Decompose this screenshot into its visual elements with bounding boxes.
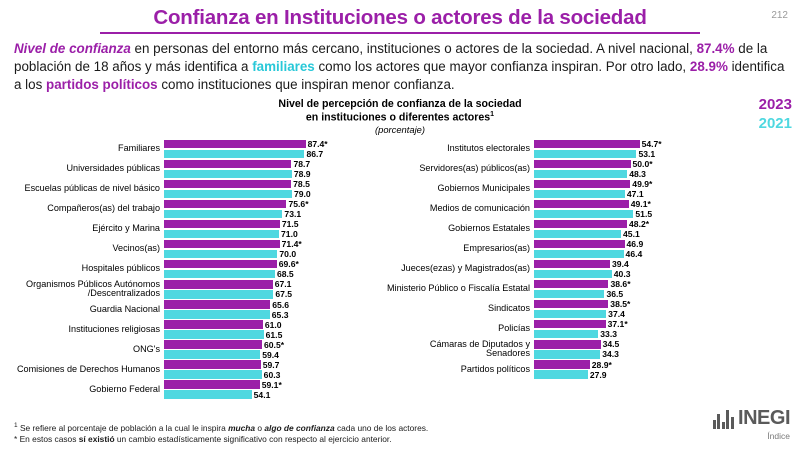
intro-text-1: en personas del entorno más cercano, instituciones o actores de la sociedad. A nivel nacional, <box>130 41 697 56</box>
bar-value-2023: 60.5* <box>264 339 285 350</box>
chart-row-label: Gobiernos Municipales <box>437 183 530 194</box>
chart-row-label: Universidades públicas <box>66 163 160 174</box>
bar-value-2021: 68.5 <box>276 268 294 279</box>
chart-header-line-1: Nivel de percepción de confianza de la sociedad <box>278 98 522 111</box>
footnote-2-b: sí existió <box>78 433 115 444</box>
bar-value-2021: 51.5 <box>635 208 653 219</box>
chart-row-bars <box>164 380 378 399</box>
chart-row-label: Familiares <box>118 143 160 154</box>
chart-row-label: Vecinos(as) <box>112 243 160 254</box>
bar-2021 <box>164 248 297 259</box>
chart-header-footnote-marker: 1 <box>490 111 495 119</box>
bar-value-2023: 38.5* <box>610 298 631 309</box>
bar-value-2023: 49.1* <box>630 198 651 209</box>
chart-row-bars <box>164 280 378 299</box>
chart-row <box>384 140 754 159</box>
bar-value-2023: 54.7* <box>641 138 662 149</box>
chart-row-label: Jueces(ezas) y Magistrados(as) <box>401 263 530 274</box>
bar-2021 <box>534 328 617 339</box>
bar-2023 <box>534 198 651 209</box>
chart-row <box>384 260 754 279</box>
bar-2021 <box>534 188 644 199</box>
chart-row-bars <box>164 220 378 239</box>
chart-row-label: Partidos políticos <box>460 363 530 374</box>
bar-2023 <box>164 138 328 149</box>
chart-row-label: Sindicatos <box>488 303 530 314</box>
chart-row-bars <box>534 300 754 319</box>
chart-row-label: Comisiones de Derechos Humanos <box>16 363 160 374</box>
chart-row <box>8 200 378 219</box>
bar-2023 <box>534 238 644 249</box>
chart-row-label: Gobierno Federal <box>89 383 160 394</box>
bar-value-2023: 38.6* <box>610 278 631 289</box>
chart-row <box>8 320 378 339</box>
chart-row-label: Escuelas públicas de nivel básico <box>24 183 160 194</box>
chart-row <box>384 160 754 179</box>
intro-stat-1: 87.4% <box>696 41 735 56</box>
bar-2023 <box>534 158 653 169</box>
bar-2021 <box>164 309 289 320</box>
chart-row-bars <box>164 200 378 219</box>
bar-value-2021: 37.4 <box>608 308 625 319</box>
intro-text-4: identifica a los <box>14 58 785 92</box>
bar-2021 <box>164 208 302 219</box>
page-number: 212 <box>771 10 788 21</box>
intro-text-5: como instituciones que inspiran menor confianza. <box>157 76 455 92</box>
footnote-1-c: o <box>255 422 265 433</box>
chart-row-label: Institutos electorales <box>447 143 530 154</box>
brand-index-link[interactable]: Índice <box>767 431 790 441</box>
bar-2021 <box>534 248 643 259</box>
chart-row-bars <box>164 240 378 259</box>
footnotes <box>14 422 428 445</box>
bar-2021 <box>534 288 624 299</box>
footnote-1 <box>14 422 428 434</box>
bar-value-2023: 34.5 <box>602 339 620 350</box>
inegi-brand <box>713 407 790 441</box>
bar-2023 <box>164 238 302 249</box>
chart-row-label: Medios de comunicación <box>429 203 530 214</box>
bar-2021 <box>164 389 271 400</box>
brand-name: INEGI <box>738 407 790 429</box>
bar-2021 <box>164 369 281 380</box>
bar-value-2021: 86.7 <box>306 148 324 159</box>
chart-row-label: Policías <box>498 323 530 334</box>
bar-2021 <box>164 289 293 300</box>
chart-row-bars <box>534 340 754 359</box>
intro-highlight-familiares: familiares <box>252 58 315 74</box>
bar-value-2023: 71.5 <box>281 218 299 229</box>
chart-row-bars <box>534 160 754 179</box>
chart-row-bars <box>534 320 754 339</box>
chart-row-label: Empresarios(as) <box>463 243 530 254</box>
footnote-2 <box>14 434 428 445</box>
bar-2023 <box>164 299 289 310</box>
bar-value-2021: 27.9 <box>589 369 607 380</box>
chart-row-label: Ejército y Marina <box>92 223 160 234</box>
chart-row-label: Cámaras de Diputados y Senadores <box>429 338 530 359</box>
bar-value-2023: 71.4* <box>281 238 302 249</box>
bar-value-2021: 70.0 <box>279 248 297 259</box>
bar-2023 <box>534 298 631 309</box>
footnote-2-c: un cambio estadísticamente significativo con respecto al ejercicio anterior. <box>114 433 392 444</box>
bar-value-2023: 65.6 <box>272 299 289 310</box>
bar-2021 <box>164 188 311 199</box>
chart-row <box>8 380 378 399</box>
bar-2021 <box>534 268 631 279</box>
bar-value-2023: 59.7 <box>262 359 280 370</box>
bar-value-2021: 48.3 <box>629 168 646 179</box>
bar-2021 <box>534 168 646 179</box>
bar-value-2021: 54.1 <box>253 389 271 400</box>
bar-value-2021: 33.3 <box>600 328 617 339</box>
bar-value-2021: 67.5 <box>275 289 293 300</box>
chart-row <box>384 320 754 339</box>
bar-value-2021: 59.4 <box>262 349 279 360</box>
chart-row-bars <box>164 360 378 379</box>
chart-row <box>384 280 754 299</box>
bar-value-2021: 73.1 <box>284 208 302 219</box>
footnote-1-d: algo de confianza <box>264 422 335 433</box>
bar-value-2021: 71.0 <box>281 228 298 239</box>
chart-row-label: Instituciones religiosas <box>68 323 160 334</box>
intro-paragraph <box>14 40 786 93</box>
bar-2021 <box>164 168 311 179</box>
chart-row-bars <box>164 160 378 179</box>
chart-row <box>8 220 378 239</box>
title-underline <box>100 32 700 34</box>
bar-2021 <box>534 148 656 159</box>
chart-row-label: Gobiernos Estatales <box>448 223 530 234</box>
bar-value-2021: 78.9 <box>293 168 311 179</box>
chart-row <box>384 360 754 379</box>
bar-value-2023: 46.9 <box>626 238 644 249</box>
footnote-1-a: Se refiere al porcentaje de población a la cual le inspira <box>17 422 229 433</box>
bar-value-2023: 28.9* <box>591 359 612 370</box>
bar-2021 <box>534 349 619 360</box>
chart-legend <box>759 96 792 134</box>
bar-value-2021: 53.1 <box>638 148 656 159</box>
chart-row-label: Ministerio Público o Fiscalía Estatal <box>386 283 530 294</box>
footnote-2-a: En estos casos <box>17 433 79 444</box>
chart-row <box>8 180 378 199</box>
bar-value-2021: 46.4 <box>625 248 643 259</box>
charts-container <box>0 140 800 401</box>
inegi-logo-icon <box>713 409 736 429</box>
chart-row-bars <box>164 180 378 199</box>
bar-2021 <box>534 228 640 239</box>
bar-value-2021: 36.5 <box>606 288 624 299</box>
chart-row-label: ONG's <box>133 343 160 354</box>
bar-value-2021: 34.3 <box>602 349 619 360</box>
bar-value-2023: 61.0 <box>264 319 282 330</box>
bar-2023 <box>534 138 662 149</box>
bar-2021 <box>164 349 279 360</box>
chart-row-label: Guardia Nacional <box>89 303 160 314</box>
bar-2023 <box>534 359 612 370</box>
intro-stat-2: 28.9% <box>689 58 728 74</box>
legend-item-2023: 2023 <box>758 96 792 113</box>
chart-panel-left <box>8 140 378 401</box>
bar-2023 <box>534 258 629 269</box>
chart-row <box>8 340 378 359</box>
bar-value-2023: 48.2* <box>629 218 650 229</box>
chart-row-bars <box>534 360 754 379</box>
intro-text-3: como los actores que mayor confianza inspiran. Por otro lado, <box>314 58 690 74</box>
intro-text-2: de la población de 18 años y más identifica a <box>14 41 768 74</box>
bar-2023 <box>164 218 299 229</box>
chart-row <box>8 140 378 159</box>
chart-row <box>384 220 754 239</box>
chart-row-label: Servidores(as) públicos(as) <box>419 163 530 174</box>
bar-value-2021: 40.3 <box>613 268 631 279</box>
footnote-1-b: mucha <box>228 422 256 433</box>
bar-2021 <box>534 369 607 380</box>
bar-2023 <box>164 178 310 189</box>
chart-header-line-2-text: en instituciones o diferentes actores <box>305 111 491 124</box>
chart-row-bars <box>534 240 754 259</box>
bar-2023 <box>534 218 650 229</box>
footnote-2-marker: * <box>14 433 18 444</box>
chart-header-unit: (porcentaje) <box>374 124 426 136</box>
bar-value-2023: 75.6* <box>288 198 309 209</box>
bar-2023 <box>164 198 309 209</box>
chart-row <box>384 240 754 259</box>
bar-2021 <box>164 268 294 279</box>
bar-2023 <box>534 318 628 329</box>
chart-row <box>8 260 378 279</box>
chart-row <box>8 360 378 379</box>
chart-row-bars <box>534 200 754 219</box>
bar-value-2023: 59.1* <box>261 379 282 390</box>
bar-value-2021: 61.5 <box>265 329 283 340</box>
bar-value-2023: 67.1 <box>274 279 292 290</box>
bar-value-2023: 37.1* <box>607 318 628 329</box>
bar-2023 <box>164 359 280 370</box>
footnote-1-e: cada uno de los actores. <box>334 422 429 433</box>
chart-row <box>8 240 378 259</box>
chart-header-line-2 <box>0 111 800 124</box>
bar-2021 <box>164 228 298 239</box>
bar-value-2023: 69.6* <box>278 258 299 269</box>
bar-value-2021: 60.3 <box>263 369 281 380</box>
bar-value-2023: 78.5 <box>293 178 310 189</box>
chart-row-bars <box>164 260 378 279</box>
chart-row-bars <box>534 280 754 299</box>
chart-row-bars <box>164 140 378 159</box>
bar-2023 <box>534 339 620 350</box>
chart-row-label: Hospitales públicos <box>81 263 160 274</box>
chart-row-bars <box>164 340 378 359</box>
chart-row-bars <box>534 220 754 239</box>
bar-value-2023: 49.9* <box>632 178 653 189</box>
bar-2023 <box>534 178 653 189</box>
bar-2023 <box>534 278 631 289</box>
intro-highlight-partidos: partidos políticos <box>46 76 158 92</box>
bar-2023 <box>164 379 282 390</box>
chart-row <box>8 160 378 179</box>
chart-row <box>384 340 754 359</box>
bar-value-2021: 47.1 <box>626 188 644 199</box>
chart-header <box>0 98 800 135</box>
bar-2023 <box>164 258 299 269</box>
bar-value-2023: 50.0* <box>632 158 653 169</box>
chart-panel-right <box>384 140 754 401</box>
bar-2021 <box>534 208 653 219</box>
chart-row-bars <box>534 180 754 199</box>
chart-row-bars <box>534 260 754 279</box>
intro-lead: Nivel de confianza <box>14 41 131 56</box>
chart-row-bars <box>164 320 378 339</box>
chart-row <box>8 280 378 299</box>
bar-2021 <box>164 148 324 159</box>
bar-2023 <box>164 279 292 290</box>
chart-row-bars <box>164 300 378 319</box>
chart-row <box>384 200 754 219</box>
chart-row <box>8 300 378 319</box>
bar-2023 <box>164 319 282 330</box>
chart-row <box>384 300 754 319</box>
brand-row <box>713 407 790 430</box>
chart-row <box>384 180 754 199</box>
bar-2021 <box>164 329 283 340</box>
chart-row-bars <box>534 140 754 159</box>
legend-item-2021: 2021 <box>758 114 792 132</box>
footnote-1-marker: 1 <box>14 421 18 429</box>
chart-row-label: Compañeros(as) del trabajo <box>47 203 160 214</box>
chart-row-label: Organismos Públicos Autónomos /Descentralizados <box>26 278 160 299</box>
bar-value-2021: 65.3 <box>271 309 289 320</box>
bar-value-2023: 87.4* <box>307 138 328 149</box>
bar-value-2023: 39.4 <box>612 258 629 269</box>
bar-value-2021: 45.1 <box>623 228 640 239</box>
bar-2021 <box>534 308 625 319</box>
bar-2023 <box>164 339 285 350</box>
page-title: Confianza en Instituciones o actores de la sociedad <box>153 6 647 29</box>
bar-value-2021: 79.0 <box>293 188 311 199</box>
bar-2023 <box>164 158 311 169</box>
bar-value-2023: 78.7 <box>293 158 311 169</box>
